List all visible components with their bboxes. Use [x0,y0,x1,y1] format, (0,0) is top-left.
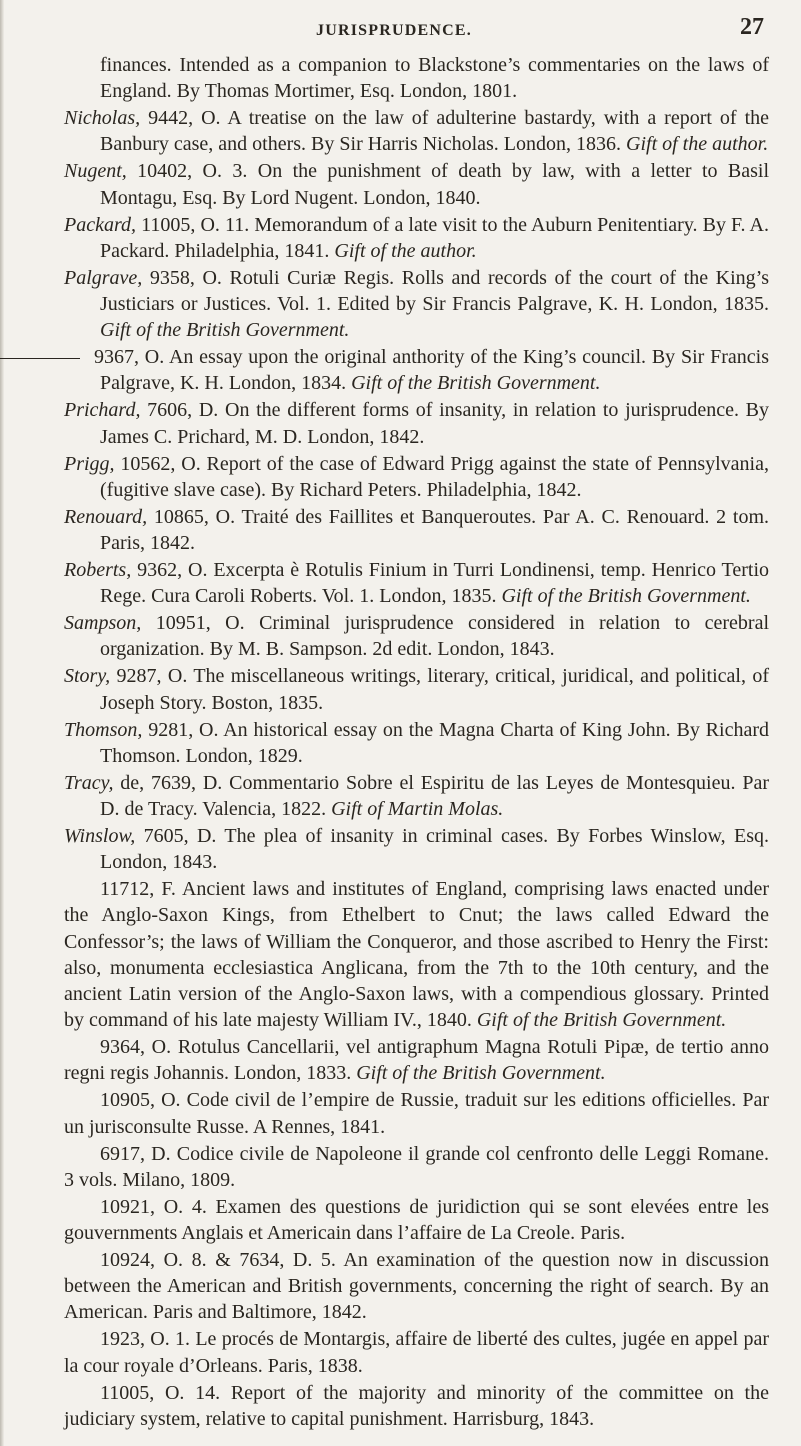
catalogue-entry [0,1194,801,1246]
entry-text: de, 7639, D. Commentario Sobre el Espiritu de las Leyes de Montesquieu. Par D. de Tracy. Valencia, 1822. [100,771,769,821]
entry-text: 9287, O. The miscellaneous writings, literary, critical, juridical, and political, of Joseph Story. Boston, 1835. [100,665,769,714]
catalogue-entry [0,105,801,157]
entry-gift: Gift of the British Government. [100,319,350,342]
entry-gift: Gift of the author. [626,133,769,156]
entry-gift: Gift of the British Government. [351,372,601,395]
entry-author: Packard, [64,213,137,236]
catalogue-entry [0,1087,801,1139]
page-number: 27 [740,14,764,40]
entry-author: Renouard, [64,505,148,528]
entry-text: 11712, F. Ancient laws and institutes of England, comprising laws enacted under the Anglo-Saxon Kings, from Ethelbert to Cnut; the laws called Edward the Confessor’s; the laws of William the Conqueror, and those ascribed to Henry the First: also, monumenta ecclesiastica Anglicana, from the 7th to the 10th century, and the ancient Latin version of the Anglo-Saxon laws, with a compendious glossary. Printed by command of his late majesty William IV., 1840. [64,878,769,1032]
entry-text: 10865, O. Traité des Faillites et Banqueroutes. Par A. C. Renouard. 2 tom. Paris, 1842. [100,505,769,555]
entry-text: 7606, D. On the different forms of insanity, in relation to jurisprudence. By James C. Prichard, M. D. London, 1842. [100,399,769,448]
catalogue-entry [0,1247,801,1326]
entry-author: Prigg, [64,452,115,475]
entry-author: Nicholas, [64,107,141,130]
entry-text: 9358, O. Rotuli Curiæ Regis. Rolls and records of the court of the King’s Justiciars or Justices. Vol. 1. Edited by Sir Francis Palgrave, K. H. London, 1835. [100,266,769,316]
catalogue-entry [0,451,801,503]
entry-author: Sampson, [64,612,142,635]
catalogue-entry [0,1034,801,1086]
catalogue-entry [0,823,801,875]
entry-text: 10402, O. 3. On the punishment of death by law, with a letter to Basil Montagu, Esq. By Lord Nugent. London, 1840. [100,160,769,209]
entry-author: Roberts, [64,559,132,582]
catalogue-entry [0,265,801,344]
catalogue-entry [0,504,801,556]
entry-text: 6917, D. Codice civile de Napoleone il grande col cenfronto delle Leggi Romane. 3 vols. Milano, 1809. [64,1142,769,1191]
catalogue-entry [0,1380,801,1432]
entry-text: 10562, O. Report of the case of Edward Prigg against the state of Pennsylvania, (fugitive slave case). By Richard Peters. Philadelphia, 1842. [100,452,769,501]
catalogue-entries [0,52,801,1433]
entry-text: 9442, O. A treatise on the law of adulterine bastardy, with a report of the Banbury case, and others. By Sir Harris Nicholas. London, 1836. [100,107,769,156]
entry-author: Prichard, [64,399,141,422]
entry-author: Story, [64,665,111,688]
entry-text: 9364, O. Rotulus Cancellarii, vel antigraphum Magna Rotuli Pipæ, de tertio anno regni regis Johannis. London, 1833. [64,1036,769,1085]
entry-text: 10951, O. Criminal jurisprudence considered in relation to cerebral organization. By M. B. Sampson. 2d edit. London, 1843. [100,612,769,661]
entry-author: Palgrave, [64,266,143,289]
entry-gift: Gift of the British Government. [476,1009,727,1032]
entry-text: 10905, O. Code civil de l’empire de Russie, traduit sur les editions officielles. Par un jurisconsulte Russe. A Rennes, 1841. [64,1089,769,1138]
catalogue-entry [0,158,801,210]
catalogue-entry [0,663,801,715]
entry-gift: Gift of Martin Molas. [331,798,504,821]
entry-text: 7605, D. The plea of insanity in criminal cases. By Forbes Winslow, Esq. London, 1843. [100,825,769,874]
entry-text: finances. Intended as a companion to Blackstone’s commentaries on the laws of England. By Thomas Mortimer, Esq. London, 1801. [100,54,769,103]
entry-text: 10924, O. 8. & 7634, D. 5. An examination of the question now in discussion between the American and British governments, concerning the right of search. By an American. Paris and Baltimore, 1842. [64,1249,769,1324]
catalogue-entry [0,610,801,662]
entry-text: 10921, O. 4. Examen des questions de juridiction qui se sont elevées entre les gouvernments Anglais et Americain dans l’affaire de La Creole. Paris. [64,1195,769,1245]
entry-text: 9367, O. An essay upon the original anthority of the King’s council. By Sir Francis Palgrave, K. H. London, 1834. [94,346,769,395]
catalogue-entry [0,770,801,822]
catalogue-entry [0,876,801,1033]
entry-text: 9281, O. An historical essay on the Magna Charta of King John. By Richard Thomson. London, 1829. [100,718,769,767]
entry-text: 11005, O. 14. Report of the majority and minority of the committee on the judiciary system, relative to capital punishment. Harrisburg, 1843. [64,1381,769,1430]
catalogue-entry [0,717,801,769]
catalogue-entry [0,397,801,449]
running-head [0,14,801,48]
entry-author: Nugent, [64,160,127,183]
running-title: JURISPRUDENCE. [316,22,472,39]
catalogue-entry [0,52,801,104]
entry-text: 9362, O. Excerpta è Rotulis Finium in Turri Londinensi, temp. Henrico Tertio Rege. Cura Caroli Roberts. Vol. 1. London, 1835. [100,559,769,608]
entry-gift: Gift of the British Government. [356,1062,606,1085]
entry-text: 1923, O. 1. Le procés de Montargis, affaire de liberté des cultes, jugée en appel par la cour royale d’Orleans. Paris, 1838. [64,1328,769,1377]
entry-author: Tracy, [64,771,114,794]
catalogue-entry [0,557,801,609]
catalogue-entry [0,212,801,264]
entry-author: Thomson, [64,718,143,741]
entry-gift: Gift of the author. [334,239,477,262]
catalogue-entry [0,344,801,396]
entry-gift: Gift of the British Government. [501,585,751,608]
catalogue-entry [0,1326,801,1378]
ditto-dash [0,358,80,359]
catalogue-entry [0,1141,801,1193]
entry-author: Winslow, [64,825,136,848]
entry-text: 11005, O. 11. Memorandum of a late visit to the Auburn Penitentiary. By F. A. Packard. Philadelphia, 1841. [100,213,769,262]
